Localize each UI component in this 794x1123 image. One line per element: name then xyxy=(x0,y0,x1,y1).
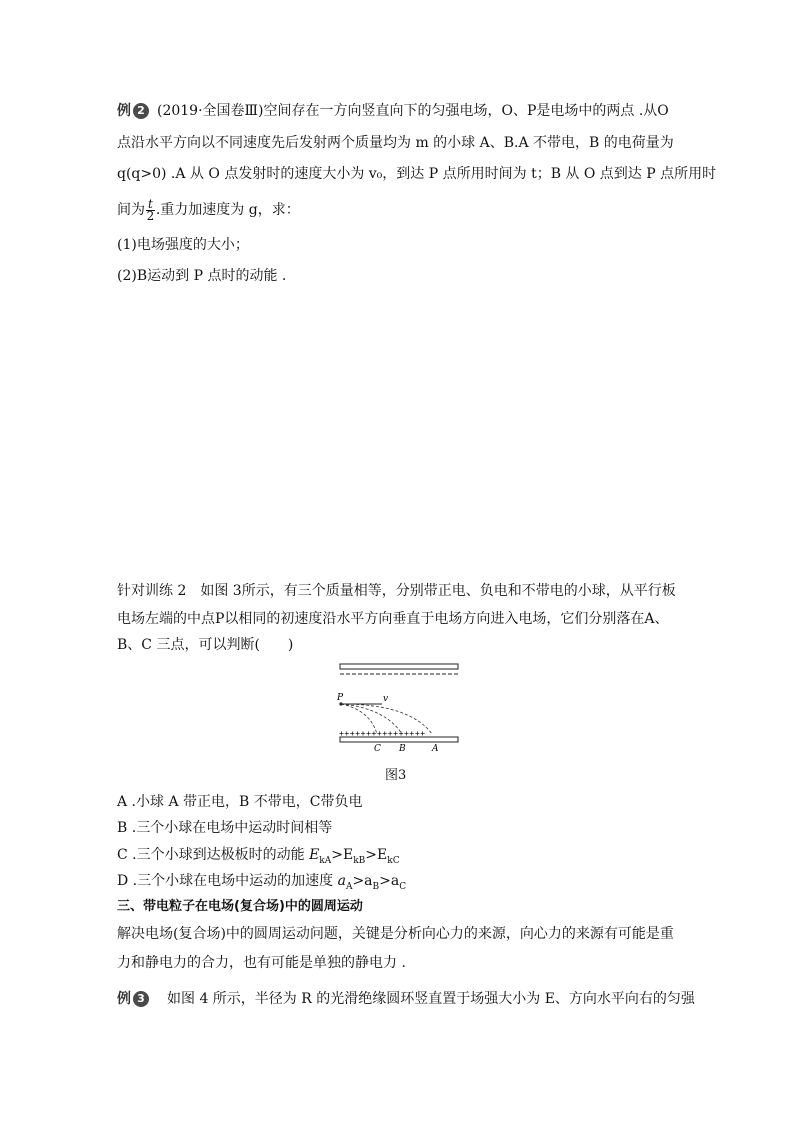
section-para-line1: 解决电场(复合场)中的圆周运动问题，关键是分析向心力的来源，向心力的来源有可能是重 xyxy=(117,926,674,942)
parallel-plate-figure xyxy=(330,658,470,756)
label-p: P xyxy=(337,693,344,703)
number-circle-icon: 2 xyxy=(133,103,149,119)
number-circle-icon: 3 xyxy=(133,991,149,1007)
option-b: B .三个小球在电场中运动时间相等 xyxy=(117,820,333,836)
example-badge: 例 3 xyxy=(117,989,149,1009)
option-a: A .小球 A 带正电，B 不带电，C带负电 xyxy=(117,794,363,810)
example3-line1: 例 3 如图 4 所示，半径为 R 的光滑绝缘圆环竖直置于场强大小为 E、方向水平向右的匀强 xyxy=(117,991,695,1007)
section-para-line2: 力和静电力的合力，也有可能是单独的静电力 . xyxy=(117,955,406,971)
example2-line1: 例 2 (2019·全国卷Ⅲ)空间存在一方向竖直向下的匀强电场，O、P是电场中的两点 .从O xyxy=(117,103,669,119)
fraction-t-over-2: $\frac{t}{2}$ xyxy=(146,196,155,223)
example-badge: 例 2 xyxy=(117,101,149,121)
plus-charges: ++++++++++++++++ xyxy=(339,729,426,738)
example2-line3: q(q>0) .A 从 O 点发射时的速度大小为 v₀，到达 P 点所用时间为 t；B 从 O 点到达 P 点所用时 xyxy=(117,166,717,182)
label-v: v xyxy=(383,694,389,704)
question-2: (2)B运动到 P 点时的动能 . xyxy=(117,268,287,284)
training2-line3: B、C 三点，可以判断( ) xyxy=(117,637,294,653)
figure-caption: 图3 xyxy=(385,768,407,783)
section-heading: 三、带电粒子在电场(复合场)中的圆周运动 xyxy=(117,899,363,914)
training2-line2: 电场左端的中点P以相同的初速度沿水平方向垂直于电场方向进入电场，它们分别落在A、 xyxy=(117,611,669,627)
question-1: (1)电场强度的大小； xyxy=(117,237,249,253)
top-plate xyxy=(340,664,458,669)
label-c: C xyxy=(374,744,381,754)
example2-line4: 间为 $\frac{t}{2}$ .重力加速度为 g，求： xyxy=(117,196,300,223)
option-d: D .三个小球在电场中运动的加速度 $a_A>a_B>a_C$ xyxy=(117,873,407,892)
label-b: B xyxy=(399,744,406,754)
example2-line2: 点沿水平方向以不同速度先后发射两个质量均为 m 的小球 A、B.A 不带电，B 的电荷量为 xyxy=(117,135,674,151)
option-c: C .三个小球到达极板时的动能 $E_{kA}>E_{kB}>E_{kC}$ xyxy=(117,847,400,866)
training2-line1: 针对训练 2 如图 3所示，有三个质量相等，分别带正电、负电和不带电的小球，从平行板 xyxy=(117,583,676,599)
label-a: A xyxy=(432,744,439,754)
